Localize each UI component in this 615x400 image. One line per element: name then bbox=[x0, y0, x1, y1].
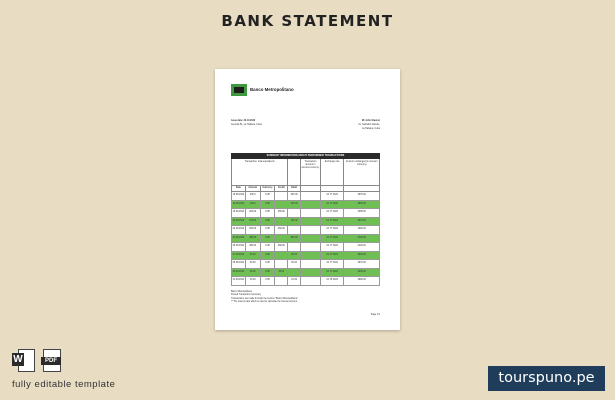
page-number: Page 1/1 bbox=[370, 314, 380, 316]
cell-date: 30.08.2022 bbox=[232, 269, 246, 277]
cell-currency: CUP bbox=[261, 235, 276, 243]
cell-date: 23.08.2022 bbox=[232, 235, 246, 243]
cell-balance: 4120.00 bbox=[357, 245, 366, 247]
table-row bbox=[231, 269, 380, 278]
cell-credit bbox=[275, 252, 288, 260]
subheader-cell: Exchange rate bbox=[321, 159, 345, 185]
statement-document bbox=[215, 69, 400, 330]
cell-credit bbox=[275, 260, 288, 268]
table-row bbox=[231, 226, 380, 235]
cell-currency: CUP bbox=[261, 218, 276, 226]
note-line: Banco Metropolitano bbox=[231, 291, 253, 293]
cell-date: 29.08.2022 bbox=[232, 260, 246, 268]
cell-currency: CUP bbox=[261, 277, 276, 285]
table-row bbox=[231, 192, 380, 201]
col-debit: Debit bbox=[288, 186, 301, 191]
cell-rate: 24.77 3022 bbox=[321, 243, 345, 251]
cell-rate: 24.77 3022 bbox=[321, 192, 345, 200]
col-date: Date bbox=[232, 186, 246, 191]
issue-date: 23.10.2022 bbox=[243, 120, 256, 122]
cell-debit bbox=[288, 209, 301, 217]
cell-debit bbox=[288, 269, 301, 277]
cell-debit: 480.00 bbox=[288, 235, 301, 243]
cell-debit: 15.00 bbox=[288, 277, 301, 285]
table-row bbox=[231, 260, 380, 269]
cell-credit bbox=[275, 235, 288, 243]
table-row bbox=[231, 243, 380, 252]
cell-date: 15.08.2022 bbox=[232, 192, 246, 200]
subheader-cell: Transaction, total equivalents bbox=[232, 159, 288, 185]
cell-empty bbox=[301, 209, 321, 217]
cell-balance: 4095.00 bbox=[357, 211, 366, 213]
table-row bbox=[231, 201, 380, 210]
cell-empty bbox=[301, 243, 321, 251]
table-row bbox=[231, 218, 380, 227]
col-amount: Amount bbox=[246, 186, 261, 191]
cell-credit: 380.00 bbox=[275, 243, 288, 251]
cell-amount: 380.00 bbox=[246, 243, 261, 251]
issue-info bbox=[231, 119, 262, 127]
cell-currency: CUP bbox=[261, 269, 276, 277]
cell-balance: 3740.00 bbox=[357, 236, 366, 239]
note-line: Transactions are made through the service "Banco Metropolitano" bbox=[231, 297, 298, 300]
cell-currency: CUP bbox=[261, 260, 276, 268]
cell-credit bbox=[275, 218, 288, 226]
cell-amount: 265.00 bbox=[246, 209, 261, 217]
note-line: ** The interest rate which is used to calculate the interest amount bbox=[231, 301, 298, 304]
cell-empty bbox=[301, 260, 321, 268]
subheader-cell: Amount exchanged (in account currency) bbox=[345, 161, 378, 166]
cell-credit: 35.00 bbox=[275, 269, 288, 277]
cell-empty bbox=[301, 235, 321, 243]
cell-empty bbox=[301, 201, 321, 209]
cell-currency: CUP bbox=[261, 192, 276, 200]
cell-empty bbox=[301, 192, 321, 200]
cell-empty bbox=[301, 277, 321, 285]
cell-date: 22.08.2022 bbox=[232, 226, 246, 234]
cell-amount: 90.00 bbox=[246, 252, 261, 260]
subheader-cell: Transaction amount in account currency bbox=[301, 159, 321, 185]
cell-date: 20.08.2022 bbox=[232, 218, 246, 226]
cell-debit bbox=[288, 226, 301, 234]
brand-badge[interactable]: tourspuno.pe bbox=[488, 366, 605, 391]
cell-date: 16.08.2022 bbox=[232, 201, 246, 209]
statement-notes bbox=[231, 291, 298, 305]
format-icons bbox=[12, 348, 61, 372]
cell-rate: 24.77 3022 bbox=[321, 252, 345, 260]
cell-balance: 3990.00 bbox=[357, 279, 366, 281]
cell-currency: CUP bbox=[261, 201, 276, 209]
cell-credit bbox=[275, 277, 288, 285]
cell-debit: 125.00 bbox=[288, 218, 301, 226]
cell-credit: 265.00 bbox=[275, 209, 288, 217]
cell-rate: 24.77 3022 bbox=[321, 226, 345, 234]
cell-rate: 24.77 3022 bbox=[321, 235, 345, 243]
cell-credit bbox=[275, 192, 288, 200]
table-row bbox=[231, 209, 380, 218]
cell-amount: 335.0 bbox=[246, 192, 261, 200]
cell-rate: 24.77 3022 bbox=[321, 269, 345, 277]
bank-logo bbox=[231, 84, 247, 96]
cell-rate: 24.77 3022 bbox=[321, 209, 345, 217]
cell-date: 27.08.2022 bbox=[232, 252, 246, 260]
customer-address-1: Av. Salvador Allende, bbox=[358, 124, 380, 126]
cell-empty bbox=[301, 252, 321, 260]
cell-currency: CUP bbox=[261, 226, 276, 234]
cell-amount: 250.00 bbox=[246, 226, 261, 234]
note-line: Posted Transaction Summary bbox=[231, 294, 262, 297]
cell-balance: 4005.00 bbox=[357, 270, 366, 273]
cell-balance: 4030.00 bbox=[357, 253, 366, 256]
cell-rate: 24.77 3022 bbox=[321, 260, 345, 268]
cell-credit: 250.00 bbox=[275, 226, 288, 234]
cell-rate: 24.77 3022 bbox=[321, 201, 345, 209]
cell-debit: 145.00 bbox=[288, 201, 301, 209]
cell-date: 31.08.2022 bbox=[232, 277, 246, 285]
col-currency: Currency bbox=[261, 186, 276, 191]
cell-balance: 3830.00 bbox=[357, 202, 366, 205]
cell-empty bbox=[301, 269, 321, 277]
table-subheader bbox=[231, 159, 380, 186]
cell-empty bbox=[301, 226, 321, 234]
cell-currency: CUP bbox=[261, 252, 276, 260]
word-file-icon: W bbox=[12, 348, 34, 372]
cell-debit: 60.00 bbox=[288, 260, 301, 268]
bank-address: Avenida 51, La Habana, Cuba bbox=[231, 124, 262, 126]
cell-rate: 24.77 3022 bbox=[321, 218, 345, 226]
cell-amount: 145.0 bbox=[246, 201, 261, 209]
cell-date: 25.08.2022 bbox=[232, 243, 246, 251]
cell-balance: 4220.00 bbox=[357, 228, 366, 230]
cell-date: 18.08.2022 bbox=[232, 209, 246, 217]
issue-date-label: Issue date: bbox=[231, 120, 243, 122]
table-row bbox=[231, 235, 380, 244]
customer-address-2: La Habana, Cuba bbox=[361, 128, 380, 130]
col-credit: Credit bbox=[275, 186, 288, 191]
customer-info bbox=[358, 119, 380, 131]
cell-balance: 3970.00 bbox=[357, 219, 366, 222]
cell-amount: 125.00 bbox=[246, 218, 261, 226]
fully-editable-label: fully editable template bbox=[12, 379, 116, 390]
cell-amount: 60.00 bbox=[246, 260, 261, 268]
cell-balance: 3970.00 bbox=[357, 262, 366, 264]
customer-name: Mr John Glaston bbox=[361, 120, 380, 122]
cell-rate: 24.78 3022 bbox=[321, 277, 345, 285]
table-row bbox=[231, 252, 380, 261]
table-title: SUMMARY INFORMATION ABOUT PERFORMED TRANSACTIONS bbox=[231, 153, 380, 159]
cell-debit: 90.00 bbox=[288, 252, 301, 260]
cell-currency: CUP bbox=[261, 209, 276, 217]
transactions-table bbox=[231, 153, 380, 286]
cell-balance: 3975.00 bbox=[357, 194, 366, 196]
cell-amount: 35.00 bbox=[246, 269, 261, 277]
bank-name: Banco Metropolitano bbox=[250, 87, 294, 92]
pdf-file-icon: PDF bbox=[41, 348, 61, 372]
cell-empty bbox=[301, 218, 321, 226]
cell-debit bbox=[288, 243, 301, 251]
table-row bbox=[231, 277, 380, 286]
cell-debit: 335.00 bbox=[288, 192, 301, 200]
cell-amount: 15.00 bbox=[246, 277, 261, 285]
cell-amount: 480.00 bbox=[246, 235, 261, 243]
page-title: BANK STATEMENT bbox=[221, 12, 394, 30]
subheader-cell bbox=[288, 159, 301, 185]
cell-currency: CUP bbox=[261, 243, 276, 251]
cell-credit bbox=[275, 201, 288, 209]
